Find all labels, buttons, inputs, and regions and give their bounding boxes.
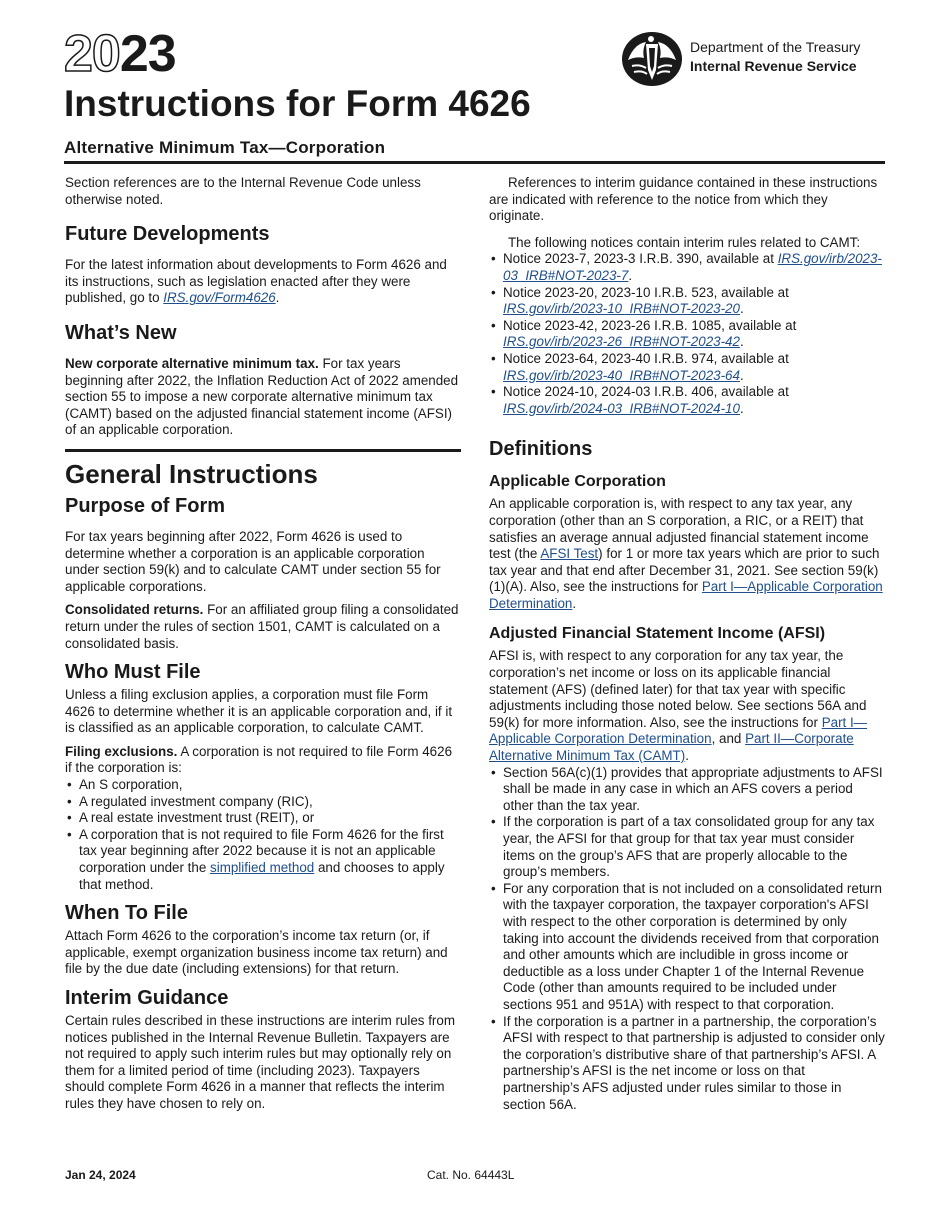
year-outline: 20 (64, 25, 120, 83)
filing-exclusions-run-in: Filing exclusions. (65, 743, 178, 759)
list-item: • For any corporation that is not included on a consolidated return with the taxpayer corporation, the taxpayer corporation's AFSI with respect to the other corporation is determined by only taking into account the dividends received from that corporation and other amounts which are includible in gross income or deductible as a loss under Chapter 1 of the Internal Revenue Code (other than amounts required to be included under sections 951 and 951A) with respect to that corporation. (489, 881, 885, 1014)
afsi-text-b: , and (711, 731, 746, 747)
afsi-list (489, 765, 885, 1113)
heading-whats-new: What’s New (65, 321, 177, 344)
applicable-text-b: ) for 1 or more tax years which are prior to such tax year and that end after December 31, 2021. See section 59(k)(1)(A). Also, see the instructions for (489, 546, 880, 595)
notices-intro: The following notices contain interim rules related to CAMT: (508, 234, 861, 250)
whats-new-text (65, 356, 461, 439)
afsi-text-a: AFSI is, with respect to any corporation for any tax year, the corporation’s net income or loss on its applicable financial statement (AFS) (defined later) for that tax year with specific adjustments including those noted below. See sections 56A and 59(k) for more information. Also, see the instructions for (489, 648, 867, 730)
link-part-ii[interactable]: Part II—Corporate Alternative Minimum Tax (CAMT) (489, 731, 854, 764)
list-item-text: A corporation that is not required to file Form 4626 for the first tax year beginning after 2022 because it is not an applicable corporation under the (79, 826, 444, 876)
year-solid: 23 (119, 25, 176, 83)
link-notice-2024-10[interactable]: IRS.gov/irb/2024-03_IRB#NOT-2024-10 (503, 400, 740, 416)
afsi-text-c: . (685, 748, 689, 764)
list-item: • A real estate investment trust (REIT), or (65, 810, 461, 827)
list-item: • If the corporation is a partner in a partnership, the corporation’s AFSI with respect to that partnership is adjusted to consider only the corporation’s distributive share of that partnership’s AFSI. A partnership’s AFSI is the net income or loss on that partnership’s AFS adjusted under rules similar to those in section 56A. (489, 1014, 885, 1114)
heading-who-must-file: Who Must File (65, 661, 201, 684)
footer-cat-number: Cat. No. 64443L (427, 1168, 515, 1182)
general-instructions-rule (65, 449, 461, 452)
future-text (65, 257, 461, 307)
left-column (65, 175, 461, 1120)
who-text: Unless a filing exclusion applies, a corporation must file Form 4626 to determine whether it is an applicable corporation and, if it is classified as an applicable corporation, to calculate CAMT. (65, 687, 453, 736)
whats-new-run-in: New corporate alternative minimum tax. (65, 355, 319, 371)
link-notice-2023-20[interactable]: IRS.gov/irb/2023-10_IRB#NOT-2023-20 (503, 301, 740, 317)
notices-list (489, 251, 885, 417)
applicable-text-c: . (572, 595, 577, 611)
list-item: • Section 56A(c)(1) provides that appropriate adjustments to AFSI shall be made in any case in which an AFS covers a period other than the tax year. (489, 765, 885, 815)
afsi-text (489, 648, 885, 764)
link-part-i-afsi[interactable]: Part I—Applicable Corporation Determination (489, 714, 868, 747)
future-text-body: For the latest information about developments to Form 4626 and its instructions, such as legislation enacted after they were published, go to (65, 257, 447, 306)
list-item: • Notice 2024-10, 2024-03 I.R.B. 406, available at IRS.gov/irb/2024-03_IRB#NOT-2024-10. (489, 384, 885, 417)
when-text: Attach Form 4626 to the corporation’s income tax return (or, if applicable, exempt organization business income tax return) and file by the due date (including extensions) for that return. (65, 928, 448, 977)
link-afsi-test[interactable]: AFSI Test (540, 546, 599, 562)
link-notice-2023-64[interactable]: IRS.gov/irb/2023-40_IRB#NOT-2023-64 (503, 367, 740, 383)
right-column (489, 175, 885, 1120)
heading-applicable-corporation: Applicable Corporation (489, 473, 666, 491)
link-notice-2023-7[interactable]: IRS.gov/irb/2023-03_IRB#NOT-2023-7 (503, 251, 882, 283)
consolidated-run-in: Consolidated returns. (65, 602, 204, 618)
whats-new-body: For tax years beginning after 2022, the Inflation Reduction Act of 2022 amended section 55 to impose a new corporate alternative minimum tax (CAMT) based on the adjusted financial statement income (AFSI) of an applicable corporation. (65, 355, 459, 438)
list-item: • If the corporation is part of a tax consolidated group for any tax year, the AFSI for that group for that tax year must consider items on the group’s AFS that are properly allocable to the group’s members. (489, 814, 885, 880)
filing-exclusions-text (65, 744, 461, 777)
notice-text: Notice 2024-10, 2024-03 I.R.B. 406, available at (503, 384, 789, 400)
page-subtitle: Alternative Minimum Tax—Corporation (64, 138, 386, 157)
list-item: • Notice 2023-7, 2023-3 I.R.B. 390, available at IRS.gov/irb/2023-03_IRB#NOT-2023-7. (489, 251, 885, 284)
heading-future-developments: Future Developments (65, 223, 270, 246)
notice-text: Notice 2023-64, 2023-40 I.R.B. 974, available at (503, 350, 789, 366)
list-item: • A regulated investment company (RIC), (65, 794, 461, 811)
agency-block (620, 30, 890, 90)
notice-text: Notice 2023-20, 2023-10 I.R.B. 523, available at (503, 284, 789, 300)
consolidated-body: For an affiliated group filing a consolidated return under the rules of section 1501, CAMT is calculated on a consolidated basis. (65, 602, 459, 651)
link-form4626[interactable]: IRS.gov/Form4626 (163, 290, 276, 306)
heading-definitions: Definitions (489, 438, 593, 461)
list-item: • Notice 2023-42, 2023-26 I.R.B. 1085, available at IRS.gov/irb/2023-26_IRB#NOT-2023-42. (489, 318, 885, 351)
list-item (65, 827, 461, 893)
agency-department: Department of the Treasury (690, 39, 861, 55)
list-item: • An S corporation, (65, 777, 461, 794)
intro-text: Section references are to the Internal Revenue Code unless otherwise noted. (65, 175, 421, 207)
heading-general-instructions: General Instructions (65, 458, 318, 489)
notice-text: Notice 2023-7, 2023-3 I.R.B. 390, available at (503, 251, 778, 267)
heading-purpose-of-form: Purpose of Form (65, 494, 226, 517)
link-part-i[interactable]: Part I—Applicable Corporation Determination (489, 579, 883, 611)
link-simplified-method[interactable]: simplified method (210, 860, 315, 876)
notice-text: Notice 2023-42, 2023-26 I.R.B. 1085, available at (503, 317, 797, 333)
header-rule (64, 161, 885, 164)
agency-irs: Internal Revenue Service (690, 58, 857, 74)
link-notice-2023-42[interactable]: IRS.gov/irb/2023-26_IRB#NOT-2023-42 (503, 334, 740, 350)
applicable-text-a: An applicable corporation is, with respect to any tax year, any corporation (other than an S corporation, a RIC, or a REIT) that satisfies an average annual adjusted financial statement income test (the (489, 496, 869, 562)
filing-exclusions-body: A corporation is not required to file Form 4626 if the corporation is: (65, 743, 453, 776)
future-text-end: . (275, 290, 280, 306)
page-title: Instructions for Form 4626 (64, 83, 531, 124)
exclusion-list (65, 777, 461, 893)
interim-text: Certain rules described in these instructions are interim rules from notices published in the Internal Revenue Bulletin. Taxpayers are not required to apply such interim rules but may optionally rely on them for a limited period of time (including 2023). Taxpayers should complete Form 4626 in a manner that reflects the interim rules they have chosen to rely on. (65, 1013, 455, 1111)
list-item: • Notice 2023-20, 2023-10 I.R.B. 523, available at IRS.gov/irb/2023-10_IRB#NOT-2023-20. (489, 285, 885, 318)
footer-date: Jan 24, 2024 (65, 1168, 136, 1182)
irs-eagle-logo-icon (620, 30, 684, 88)
list-item-text-end: and chooses to apply that method. (79, 860, 445, 892)
list-item: • Notice 2023-64, 2023-40 I.R.B. 974, available at IRS.gov/irb/2023-40_IRB#NOT-2023-64. (489, 351, 885, 384)
purpose-text: For tax years beginning after 2022, Form 4626 is used to determine whether a corporation is an applicable corporation under section 59(k) and to calculate CAMT under section 55 for applicable corporations. (65, 528, 441, 594)
applicable-text (489, 496, 885, 612)
heading-when-to-file: When To File (65, 902, 188, 925)
heading-interim-guidance: Interim Guidance (65, 987, 229, 1009)
heading-afsi: Adjusted Financial Statement Income (AFSI) (489, 625, 826, 643)
refs-text: References to interim guidance contained in these instructions are indicated with reference to the notice from which they originate. (489, 175, 878, 224)
consolidated-text (65, 602, 461, 652)
tax-year (64, 26, 176, 82)
